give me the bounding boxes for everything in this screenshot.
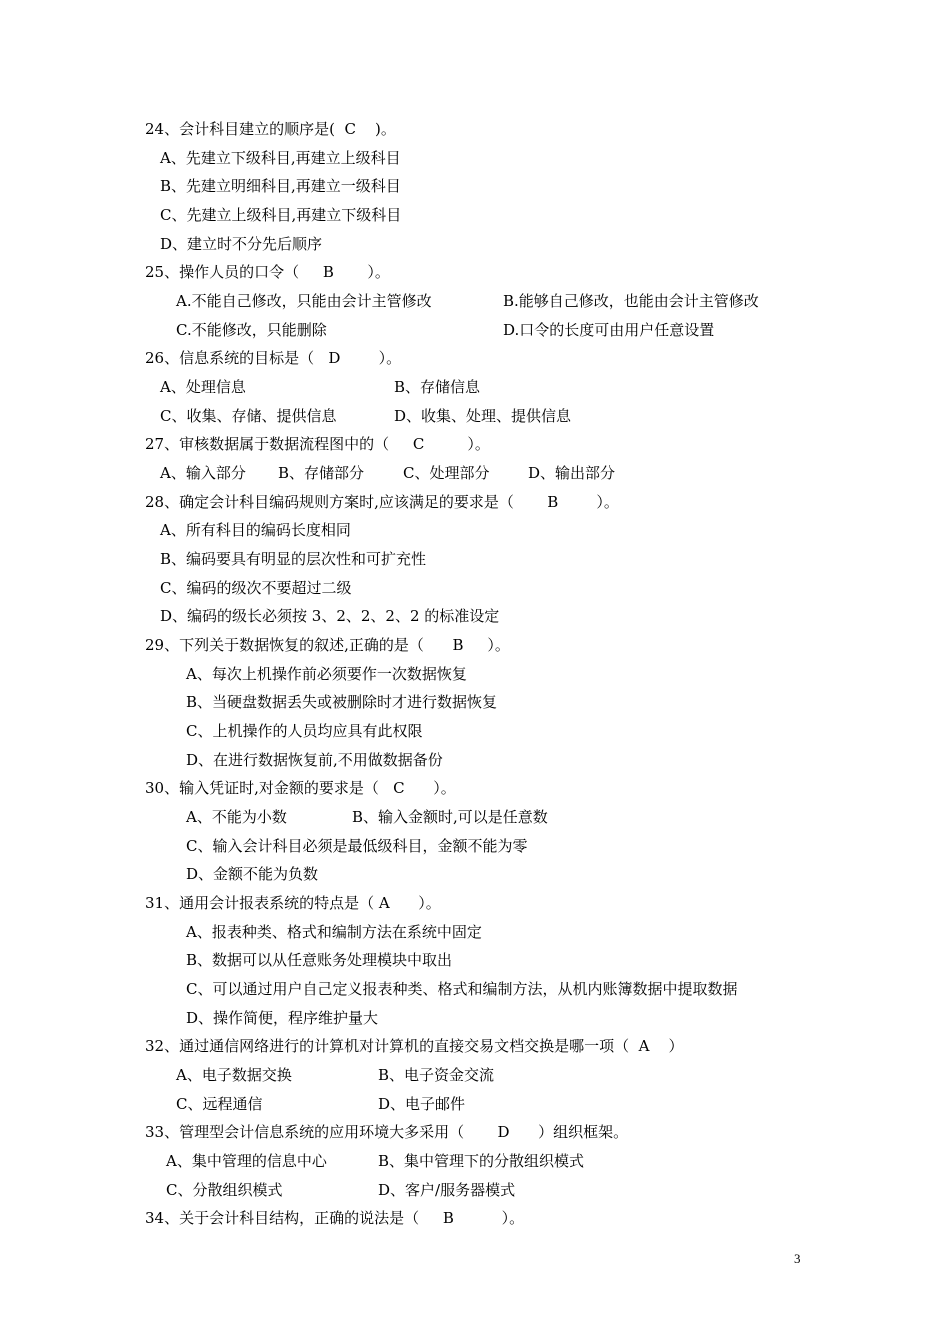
question-25: 25、操作人员的口令（ B ）。 bbox=[145, 263, 390, 281]
question-34: 34、关于会计科目结构，正确的说法是（ B ）。 bbox=[145, 1209, 525, 1227]
option-26-c: C、收集、存储、提供信息 bbox=[160, 407, 337, 425]
option-25-b: B.能够自己修改，也能由会计主管修改 bbox=[503, 292, 759, 310]
option-27-b: B、存储部分 bbox=[278, 464, 365, 482]
option-28-d: D、编码的级长必须按 3、2、2、2、2 的标准设定 bbox=[160, 607, 500, 625]
option-25-d: D.口令的长度可由用户任意设置 bbox=[503, 321, 715, 339]
option-27-d: D、输出部分 bbox=[528, 464, 616, 482]
page-number: 3 bbox=[794, 1251, 801, 1266]
option-32-d: D、电子邮件 bbox=[378, 1095, 466, 1113]
option-32-b: B、电子资金交流 bbox=[378, 1066, 495, 1084]
option-33-a: A、集中管理的信息中心 bbox=[166, 1152, 327, 1170]
question-26: 26、信息系统的目标是（ D ）。 bbox=[145, 349, 402, 367]
option-29-c: C、上机操作的人员均应具有此权限 bbox=[186, 722, 423, 740]
option-30-a: A、不能为小数 bbox=[186, 808, 287, 826]
option-30-b: B、输入金额时,可以是任意数 bbox=[352, 808, 548, 826]
option-31-d: D、操作简便，程序维护量大 bbox=[186, 1009, 379, 1027]
option-26-a: A、处理信息 bbox=[160, 378, 246, 396]
option-26-d: D、收集、处理、提供信息 bbox=[394, 407, 572, 425]
option-30-d: D、金额不能为负数 bbox=[186, 865, 319, 883]
option-32-c: C、远程通信 bbox=[176, 1095, 263, 1113]
option-31-a: A、报表种类、格式和编制方法在系统中固定 bbox=[186, 923, 482, 941]
question-31: 31、通用会计报表系统的特点是（ A ）。 bbox=[145, 894, 441, 912]
option-29-b: B、当硬盘数据丢失或被删除时才进行数据恢复 bbox=[186, 693, 498, 711]
option-33-c: C、分散组织模式 bbox=[166, 1181, 283, 1199]
option-27-c: C、处理部分 bbox=[403, 464, 490, 482]
option-24-a: A、先建立下级科目,再建立上级科目 bbox=[160, 149, 401, 167]
option-25-a: A.不能自己修改，只能由会计主管修改 bbox=[176, 292, 432, 310]
question-28: 28、确定会计科目编码规则方案时,应该满足的要求是（ B ）。 bbox=[145, 493, 619, 511]
question-32: 32、通过通信网络进行的计算机对计算机的直接交易文档交换是哪一项（ A ） bbox=[145, 1037, 684, 1055]
option-31-c: C、可以通过用户自己定义报表种类、格式和编制方法，从机内账簿数据中提取数据 bbox=[186, 980, 738, 998]
option-24-d: D、建立时不分先后顺序 bbox=[160, 235, 323, 253]
option-29-a: A、每次上机操作前必须要作一次数据恢复 bbox=[186, 665, 467, 683]
option-25-c: C.不能修改，只能删除 bbox=[176, 321, 327, 339]
option-31-b: B、数据可以从任意账务处理模块中取出 bbox=[186, 951, 453, 969]
option-33-b: B、集中管理下的分散组织模式 bbox=[378, 1152, 585, 1170]
question-30: 30、输入凭证时,对金额的要求是（ C ）。 bbox=[145, 779, 456, 797]
option-33-d: D、客户/服务器模式 bbox=[378, 1181, 516, 1199]
option-29-d: D、在进行数据恢复前,不用做数据备份 bbox=[186, 751, 443, 769]
option-28-c: C、编码的级次不要超过二级 bbox=[160, 579, 352, 597]
option-28-a: A、所有科目的编码长度相同 bbox=[160, 521, 351, 539]
option-26-b: B、存储信息 bbox=[394, 378, 481, 396]
question-33: 33、管理型会计信息系统的应用环境大多采用（ D ）组织框架。 bbox=[145, 1123, 629, 1141]
question-24: 24、会计科目建立的顺序是( C )。 bbox=[145, 120, 396, 138]
option-24-b: B、先建立明细科目,再建立一级科目 bbox=[160, 177, 401, 195]
option-28-b: B、编码要具有明显的层次性和可扩充性 bbox=[160, 550, 427, 568]
option-24-c: C、先建立上级科目,再建立下级科目 bbox=[160, 206, 402, 224]
question-29: 29、下列关于数据恢复的叙述,正确的是（ B ）。 bbox=[145, 636, 510, 654]
option-32-a: A、电子数据交换 bbox=[176, 1066, 292, 1084]
question-27: 27、审核数据属于数据流程图中的（ C ）。 bbox=[145, 435, 490, 453]
option-27-a: A、输入部分 bbox=[160, 464, 246, 482]
option-30-c: C、输入会计科目必须是最低级科目，金额不能为零 bbox=[186, 837, 528, 855]
